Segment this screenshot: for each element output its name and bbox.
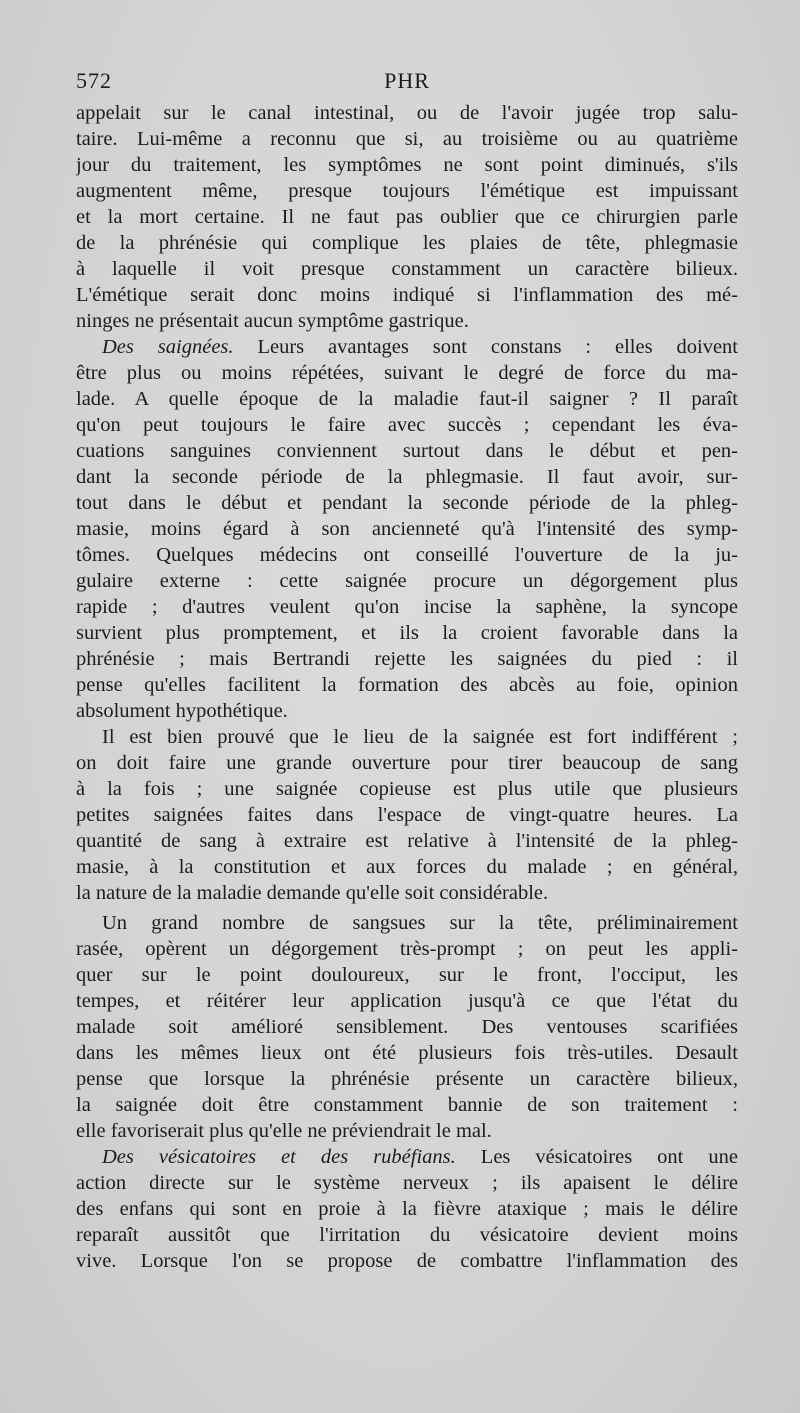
text-line: tômes. Quelques médecins ont conseillé l'ouverture de la ju- — [76, 544, 738, 566]
text-line: rasée, opèrent un dégorgement très-prompt ; on peut les appli- — [76, 938, 738, 960]
text-line — [76, 1144, 738, 1170]
text-line: reparaît aussitôt que l'irritation du vésicatoire devient moins — [76, 1224, 738, 1246]
text-line: la saignée doit être constamment bannie de son traitement : — [76, 1094, 738, 1116]
text-line: la nature de la maladie demande qu'elle soit considérable. — [76, 882, 549, 904]
text-line: appelait sur le canal intestinal, ou de l'avoir jugée trop salu- — [76, 102, 738, 124]
text-line: augmentent même, presque toujours l'émétique est impuissant — [76, 180, 738, 202]
text-line: quer sur le point douloureux, sur le front, l'occiput, les — [76, 964, 738, 986]
page-number: 572 — [76, 68, 112, 93]
text-line: Un grand nombre de sangsues sur la tête, préliminairement — [102, 912, 738, 934]
text-line: quantité de sang à extraire est relative à l'intensité de la phleg- — [76, 830, 738, 852]
section-heading: Des saignées. — [102, 336, 234, 358]
running-title: PHR — [384, 68, 430, 93]
text-line: à laquelle il voit presque constamment un caractère bilieux. — [76, 258, 738, 280]
text-line: gulaire externe : cette saignée procure un dégorgement plus — [76, 570, 738, 592]
section-heading: Des vésicatoires et des rubéfians. — [102, 1146, 456, 1168]
text-line: dant la seconde période de la phlegmasie. Il faut avoir, sur- — [76, 466, 738, 488]
text-line: taire. Lui-même a reconnu que si, au troisième ou au quatrième — [76, 128, 738, 150]
text-line: des enfans qui sont en proie à la fièvre ataxique ; mais le délire — [76, 1198, 738, 1220]
running-head — [76, 68, 738, 96]
text-line: absolument hypothétique. — [76, 700, 288, 722]
text-line: petites saignées faites dans l'espace de vingt-quatre heures. La — [76, 804, 738, 826]
text-line: tout dans le début et pendant la seconde période de la phleg- — [76, 492, 738, 514]
paragraph — [76, 910, 738, 1144]
text-line: pense qu'elles facilitent la formation des abcès au foie, opinion — [76, 674, 738, 696]
text-line: vive. Lorsque l'on se propose de combattre l'inflammation des — [76, 1250, 738, 1272]
text-line: lade. A quelle époque de la maladie faut-il saigner ? Il paraît — [76, 388, 738, 410]
text-line: on doit faire une grande ouverture pour tirer beaucoup de sang — [76, 752, 738, 774]
text-line: elle favoriserait plus qu'elle ne préviendrait le mal. — [76, 1120, 492, 1142]
text-run: Leurs avantages sont constans : elles doivent — [257, 336, 738, 358]
text-line: et la mort certaine. Il ne faut pas oublier que ce chirurgien parle — [76, 206, 738, 228]
text-line: survient plus promptement, et ils la croient favorable dans la — [76, 622, 738, 644]
body-text — [76, 100, 738, 1274]
text-line: phrénésie ; mais Bertrandi rejette les saignées du pied : il — [76, 648, 738, 670]
text-line: Il est bien prouvé que le lieu de la saignée est fort indifférent ; — [102, 726, 738, 748]
text-line: tempes, et réitérer leur application jusqu'à ce que l'état du — [76, 990, 738, 1012]
text-line: ninges ne présentait aucun symptôme gastrique. — [76, 310, 469, 332]
text-line: masie, moins égard à son ancienneté qu'à l'intensité des symp- — [76, 518, 738, 540]
paragraph — [76, 724, 738, 906]
text-line: dans les mêmes lieux ont été plusieurs fois très-utiles. Desault — [76, 1042, 738, 1064]
text-line: à la fois ; une saignée copieuse est plus utile que plusieurs — [76, 778, 738, 800]
text-line: de la phrénésie qui complique les plaies de tête, phlegmasie — [76, 232, 738, 254]
text-line: malade soit amélioré sensiblement. Des ventouses scarifiées — [76, 1016, 738, 1038]
text-line: cuations sanguines conviennent surtout dans le début et pen- — [76, 440, 738, 462]
text-run: Les vésicatoires ont une — [480, 1146, 738, 1168]
text-line — [76, 334, 738, 360]
paragraph — [76, 1144, 738, 1274]
text-line: rapide ; d'autres veulent qu'on incise la saphène, la syncope — [76, 596, 738, 618]
text-line: être plus ou moins répétées, suivant le degré de force du ma- — [76, 362, 738, 384]
text-line: L'émétique serait donc moins indiqué si l'inflammation des mé- — [76, 284, 738, 306]
text-line: qu'on peut toujours le faire avec succès ; cependant les éva- — [76, 414, 738, 436]
paragraph — [76, 334, 738, 724]
text-line: jour du traitement, les symptômes ne sont point diminués, s'ils — [76, 154, 738, 176]
paragraph — [76, 100, 738, 334]
text-line: masie, à la constitution et aux forces du malade ; en général, — [76, 856, 738, 878]
text-line: action directe sur le système nerveux ; ils apaisent le délire — [76, 1172, 738, 1194]
text-line: pense que lorsque la phrénésie présente un caractère bilieux, — [76, 1068, 738, 1090]
